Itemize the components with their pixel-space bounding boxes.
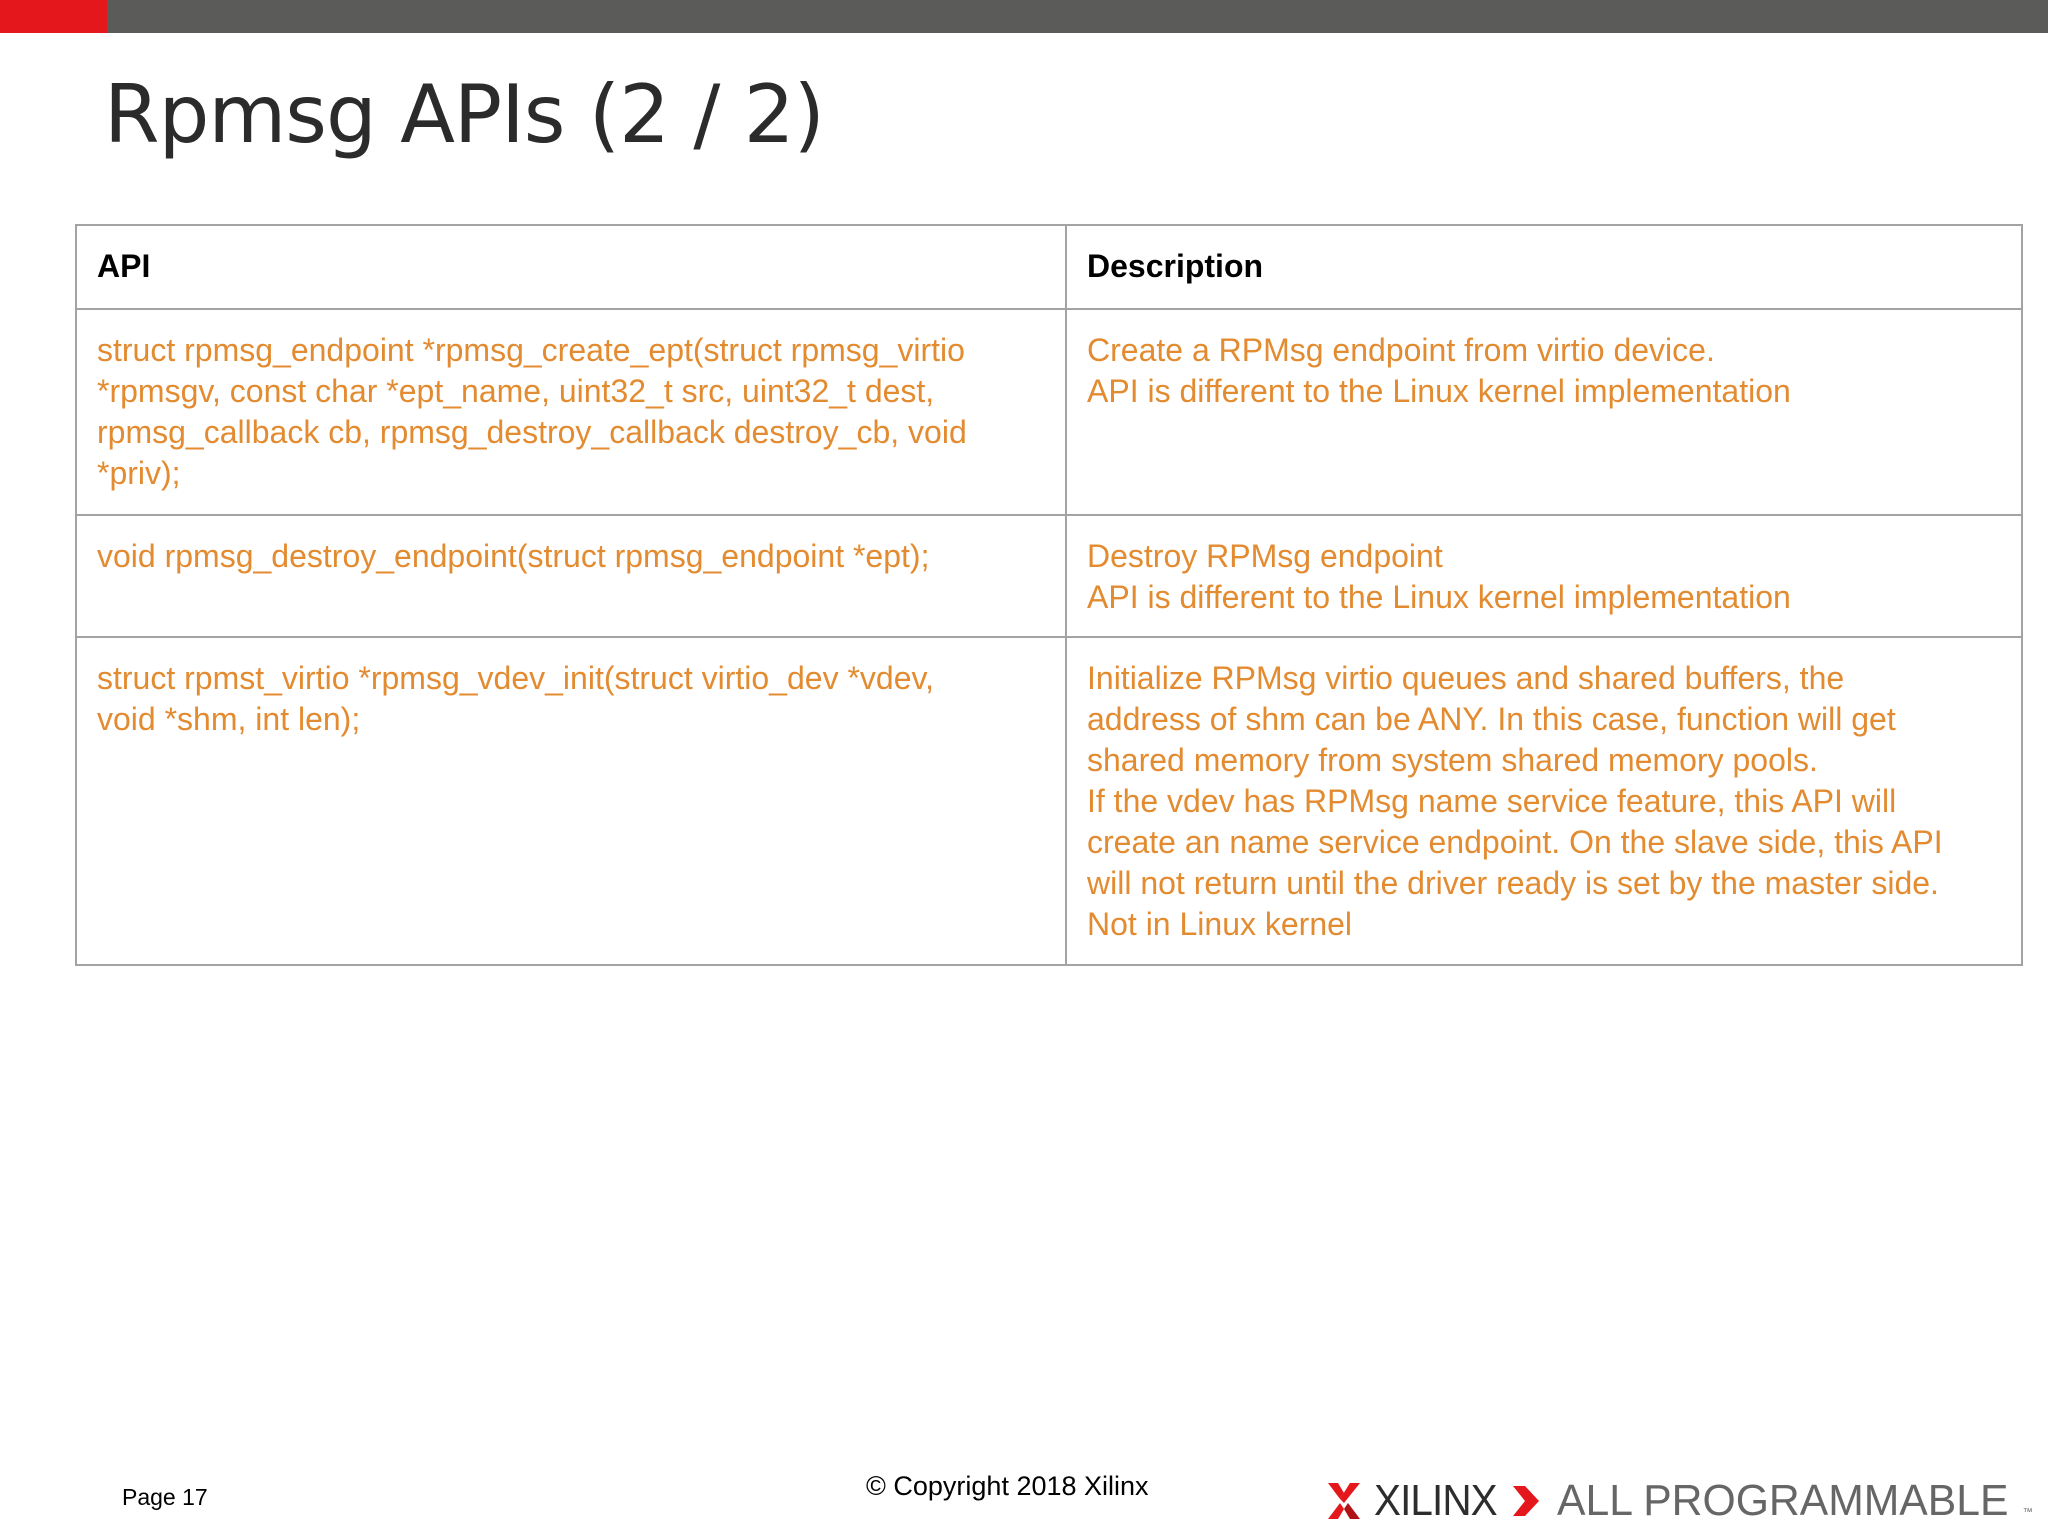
description-line: API is different to the Linux kernel implementation xyxy=(1087,373,1791,409)
chevron-right-icon xyxy=(1511,1484,1541,1518)
header-description: Description xyxy=(1066,225,2022,309)
description-cell xyxy=(1066,515,2022,637)
description-line: create an name service endpoint. On the slave side, this API xyxy=(1087,824,1943,860)
api-line: void rpmsg_destroy_endpoint(struct rpmsg_endpoint *ept); xyxy=(97,538,930,574)
logo-brand-text: XILINX xyxy=(1374,1476,1497,1525)
api-line: struct rpmsg_endpoint *rpmsg_create_ept(struct rpmsg_virtio xyxy=(97,332,965,368)
description-line: shared memory from system shared memory pools. xyxy=(1087,742,1818,778)
description-line: API is different to the Linux kernel implementation xyxy=(1087,579,1791,615)
description-line: Create a RPMsg endpoint from virtio device. xyxy=(1087,332,1715,368)
page-number: Page 17 xyxy=(122,1484,208,1510)
top-bar xyxy=(0,0,2048,33)
header-api: API xyxy=(76,225,1066,309)
table-row xyxy=(76,637,2022,965)
logo-tagline: ALL PROGRAMMABLE xyxy=(1557,1476,2009,1525)
api-line: rpmsg_callback cb, rpmsg_destroy_callback destroy_cb, void xyxy=(97,414,967,450)
xilinx-logo xyxy=(1326,1478,2033,1524)
api-line: void *shm, int len); xyxy=(97,701,361,737)
description-cell xyxy=(1066,309,2022,515)
api-line: *priv); xyxy=(97,455,181,491)
api-line: *rpmsgv, const char *ept_name, uint32_t src, uint32_t dest, xyxy=(97,373,935,409)
description-line: will not return until the driver ready is set by the master side. xyxy=(1087,865,1939,901)
xilinx-mark-icon xyxy=(1326,1481,1362,1521)
description-line: Destroy RPMsg endpoint xyxy=(1087,538,1443,574)
copyright-notice: © Copyright 2018 Xilinx xyxy=(866,1471,1149,1501)
slide-title: Rpmsg APIs (2 / 2) xyxy=(104,68,824,161)
trademark-symbol: ™ xyxy=(2022,1507,2033,1518)
description-line: address of shm can be ANY. In this case, function will get xyxy=(1087,701,1896,737)
description-line: Not in Linux kernel xyxy=(1087,906,1353,942)
api-line: struct rpmst_virtio *rpmsg_vdev_init(struct virtio_dev *vdev, xyxy=(97,660,935,696)
top-bar-accent xyxy=(0,0,107,33)
description-cell xyxy=(1066,637,2022,965)
description-line: If the vdev has RPMsg name service feature, this API will xyxy=(1087,783,1897,819)
api-cell xyxy=(76,637,1066,965)
table-row xyxy=(76,515,2022,637)
table-row xyxy=(76,309,2022,515)
api-table xyxy=(75,224,2023,966)
api-cell xyxy=(76,515,1066,637)
description-line: Initialize RPMsg virtio queues and shared buffers, the xyxy=(1087,660,1845,696)
api-cell xyxy=(76,309,1066,515)
table-header-row xyxy=(76,225,2022,309)
